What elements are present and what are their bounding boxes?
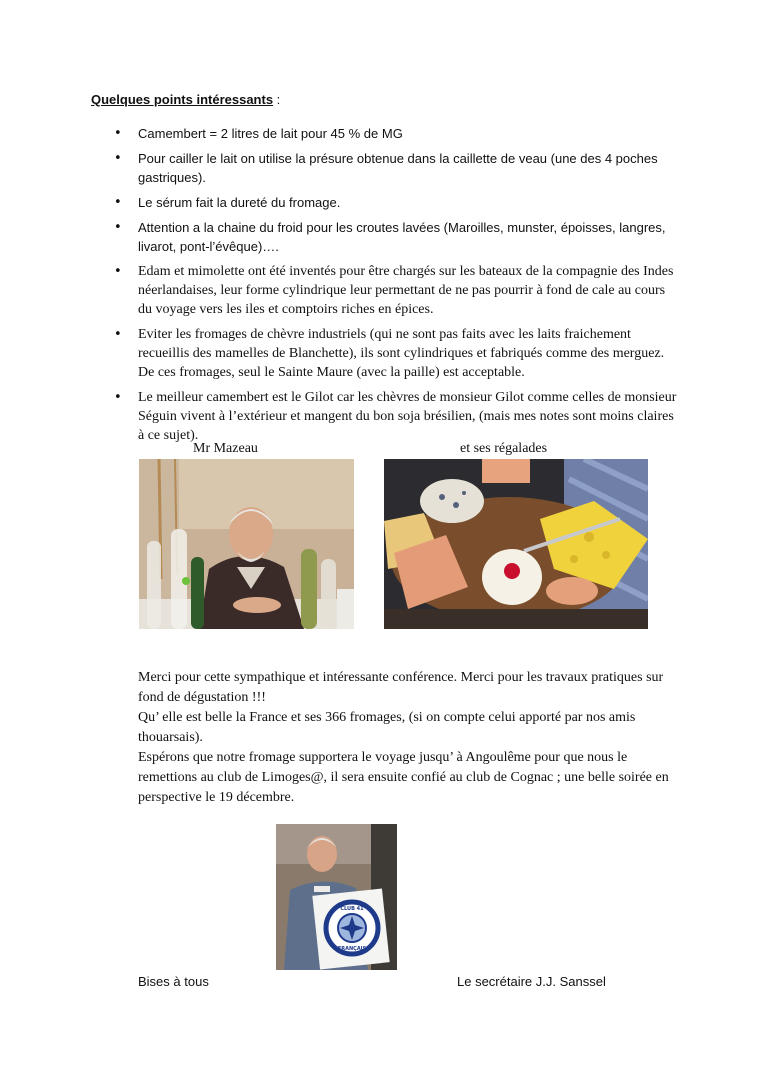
badge-text-bottom: FRANÇAIS: [337, 946, 367, 952]
section-heading: [91, 92, 280, 107]
list-item: • Attention a la chaine du froid pour les croutes lavées (Maroilles, munster, époisses, langres, livarot, pont-l’évêque)….: [106, 218, 678, 256]
list-item: • Camembert = 2 litres de lait pour 45 % de MG: [106, 124, 678, 143]
club-badge-photo: [276, 824, 397, 970]
greeting-text: Bises à tous: [138, 974, 209, 989]
heading-title: Quelques points intéressants: [91, 92, 274, 107]
heading-suffix: :: [273, 92, 281, 107]
list-item: • Le sérum fait la dureté du fromage.: [106, 193, 678, 212]
photo-caption-right: et ses régalades: [460, 441, 548, 456]
points-list: [106, 124, 678, 451]
closing-paragraph-1: Merci pour cette sympathique et intéressante conférence. Merci pour les travaux pratiques sur fond de dégustation !!!: [138, 670, 664, 705]
list-item: • Edam et mimolette ont été inventés pour être chargés sur les bateaux de la compagnie des Indes néerlandaises, leur forme cylindrique leur permettant de ne pas pourrir à fond de cale au cours du voyage vers les iles et comptoirs riches en épices.: [106, 262, 678, 319]
club-badge-image: [276, 824, 397, 970]
list-item: • Eviter les fromages de chèvre industriels (qui ne sont pas faits avec les laits fraichement recueillis des mamelles de Blanchette), ils sont cylindriques et fabriqués comme des merguez. De ces fromages, seul le Sainte Maure (avec la paille) est acceptable.: [106, 325, 678, 382]
badge-text-top: CLUB 41: [340, 906, 364, 912]
speaker-photo: [139, 459, 354, 629]
closing-text: [138, 668, 678, 808]
closing-paragraph-2: Qu’ elle est belle la France et ses 366 fromages, (si on compte celui apporté par nos amis thouarsais).: [138, 710, 636, 745]
list-item: • Pour cailler le lait on utilise la présure obtenue dans la caillette de veau (une des 4 poches gastriques).: [106, 149, 678, 187]
closing-paragraph-3: Espérons que notre fromage supportera le voyage jusqu’ à Angoulême pour que nous le remettions au club de Limoges@, il sera ensuite confié au club de Cognac ; une belle soirée en perspective le 19 décembre.: [138, 750, 669, 805]
cheese-board-photo: [384, 459, 648, 629]
list-item: • Le meilleur camembert est le Gilot car les chèvres de monsieur Gilot comme celles de monsieur Séguin vivent à l’extérieur et mangent du bon soja brésilien, (mais mes notes sont moins claires à ce sujet).: [106, 388, 678, 445]
cheese-board-image: [384, 459, 648, 629]
signature-text: Le secrétaire J.J. Sanssel: [457, 974, 606, 989]
photo-caption-left: Mr Mazeau: [193, 441, 258, 456]
speaker-photo-image: [139, 459, 354, 629]
